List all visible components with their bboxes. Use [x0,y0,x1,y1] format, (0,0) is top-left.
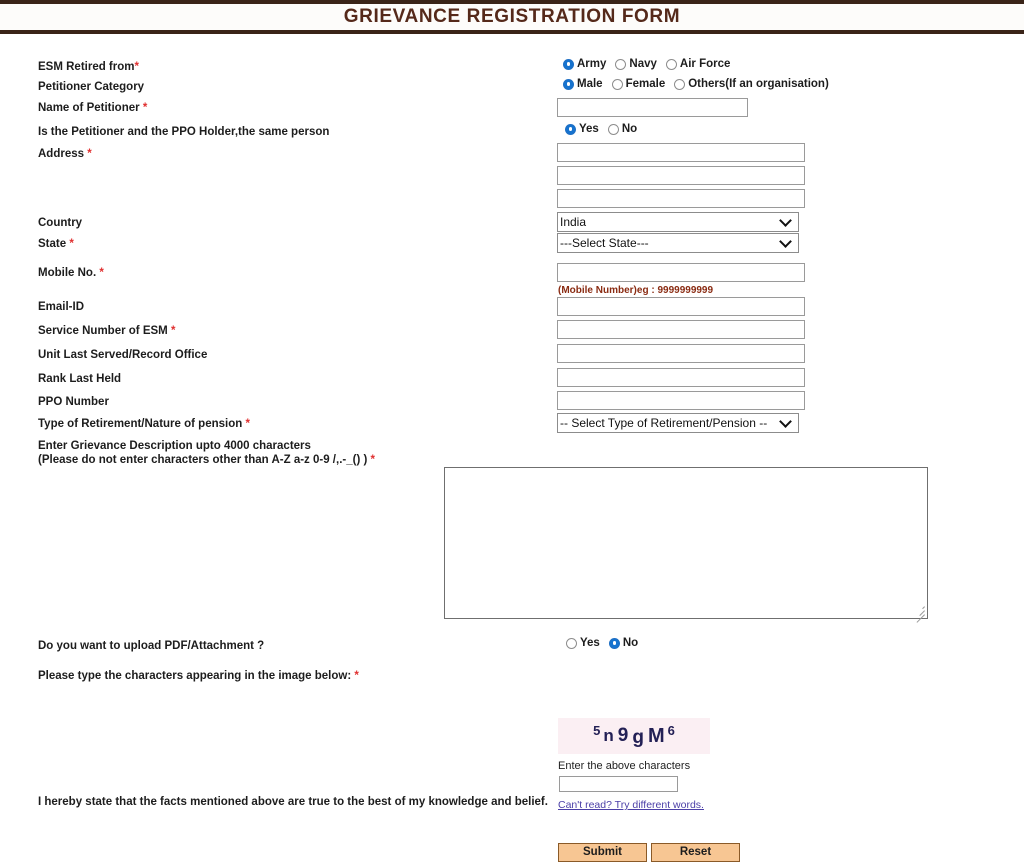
retirement-type-select[interactable] [557,413,799,433]
page-header [0,0,1024,34]
radio-upload-no-indicator[interactable] [609,638,620,649]
unit-last-served-input[interactable] [557,344,805,363]
radio-male-indicator[interactable] [563,79,574,90]
address-line2-input[interactable] [557,166,805,185]
label-address [38,147,92,161]
radio-others-label: Others(If an organisation) [688,78,829,90]
radio-option-navy[interactable] [615,58,657,70]
required-asterisk: * [370,454,375,466]
field-unit-last-served [557,344,805,363]
captcha-char-6: 6 [667,722,675,738]
required-asterisk: * [354,670,359,682]
label-same-person: Is the Petitioner and the PPO Holder,the same person [38,126,330,138]
radio-option-male[interactable] [563,78,603,90]
label-ppo-number: PPO Number [38,396,109,408]
required-asterisk: * [245,418,250,430]
radio-option-same-person-yes[interactable] [565,123,599,135]
label-grievance-description-line1: Enter Grievance Description upto 4000 characters [38,440,311,452]
field-email [557,297,805,316]
radio-option-upload-no[interactable] [609,637,638,649]
required-asterisk: * [170,325,176,337]
label-upload-attachment: Do you want to upload PDF/Attachment ? [38,640,265,652]
radio-male-label: Male [577,78,603,90]
radio-group-upload-attachment [566,637,638,649]
captcha-char-2: n [603,726,614,745]
required-asterisk: * [142,102,148,114]
captcha-char-1: 5 [593,722,601,738]
label-state [38,237,74,251]
label-service-number-text: Service Number of ESM [38,325,168,337]
field-state [557,233,799,253]
captcha-char-5: M [647,724,665,747]
label-address-text: Address [38,148,85,160]
radio-same-person-yes-indicator[interactable] [565,124,576,135]
country-select[interactable] [557,212,799,232]
radio-option-air-force[interactable] [666,58,731,70]
label-captcha [38,669,359,683]
label-retirement-type-text: Type of Retirement/Nature of pension [38,418,243,430]
radio-female-label: Female [625,78,666,90]
reset-button[interactable]: Reset [651,843,740,862]
label-name-of-petitioner [38,101,147,115]
label-country: Country [38,217,83,229]
radio-navy-label: Navy [629,58,657,70]
label-state-text: State [38,238,67,250]
label-esm-retired-from-text: ESM Retired from [38,61,135,73]
radio-group-esm-retired-from [563,58,730,70]
radio-upload-yes-label: Yes [580,637,600,649]
label-name-of-petitioner-text: Name of Petitioner [38,102,140,114]
rank-last-held-input[interactable] [557,368,805,387]
radio-option-same-person-no[interactable] [608,123,637,135]
radio-same-person-yes-label: Yes [579,123,599,135]
label-rank-last-held: Rank Last Held [38,373,122,385]
field-address-line2 [557,166,805,185]
label-petitioner-category: Petitioner Category [38,81,145,93]
required-asterisk: * [99,267,104,279]
label-service-number [38,324,175,338]
radio-group-same-person [565,123,637,135]
label-retirement-type [38,417,250,431]
field-address-line3 [557,189,805,208]
captcha-refresh-link[interactable]: Can't read? Try different words. [558,799,704,811]
radio-upload-no-label: No [622,637,639,649]
email-input[interactable] [557,297,805,316]
radio-option-army[interactable] [563,58,606,70]
label-captcha-text: Please type the characters appearing in the image below: [38,670,352,682]
radio-option-upload-yes[interactable] [566,637,600,649]
radio-army-label: Army [577,58,607,70]
mobile-hint: (Mobile Number)eg : 9999999999 [558,285,714,296]
field-name-of-petitioner [557,98,748,117]
state-select[interactable] [557,233,799,253]
address-line1-input[interactable] [557,143,805,162]
mobile-input[interactable] [557,263,805,282]
page-title: GRIEVANCE REGISTRATION FORM [343,6,681,27]
label-mobile [38,266,104,280]
required-asterisk: * [69,238,74,250]
field-grievance-description [444,467,928,619]
retirement-type-select-wrap [557,413,799,433]
radio-option-others[interactable] [674,78,829,90]
radio-same-person-no-label: No [621,123,638,135]
label-grievance-description-line2: (Please do not enter characters other than A-Z a-z 0-9 /,.-_() ) [38,454,368,466]
field-service-number [557,320,805,339]
label-unit-last-served: Unit Last Served/Record Office [38,349,208,361]
label-esm-retired-from [38,60,139,74]
radio-air-force-indicator[interactable] [666,59,677,70]
radio-upload-yes-indicator[interactable] [566,638,577,649]
radio-same-person-no-indicator[interactable] [608,124,619,135]
captcha-char-3: 9 [617,725,629,746]
radio-option-female[interactable] [612,78,666,90]
field-rank-last-held [557,368,805,387]
name-of-petitioner-input[interactable] [557,98,748,117]
grievance-description-textarea[interactable] [444,467,928,619]
field-address-line1 [557,143,805,162]
radio-air-force-label: Air Force [679,58,731,70]
captcha-input-caption: Enter the above characters [558,760,691,772]
radio-navy-indicator[interactable] [615,59,626,70]
field-retirement-type [557,413,799,433]
required-asterisk: * [134,61,139,73]
ppo-number-input[interactable] [557,391,805,410]
field-captcha-input [559,776,678,792]
declaration-text: I hereby state that the facts mentioned above are true to the best of my knowledge and belief. [38,796,548,808]
field-country [557,212,799,232]
submit-button[interactable]: Submit [558,843,647,862]
state-select-wrap [557,233,799,253]
label-mobile-text: Mobile No. [38,267,97,279]
address-line3-input[interactable] [557,189,805,208]
radio-army-indicator[interactable] [563,59,574,70]
label-grievance-description [38,439,375,467]
captcha-char-4: g [632,727,644,748]
field-ppo-number [557,391,805,410]
captcha-input[interactable] [559,776,678,792]
label-email: Email-ID [38,301,85,313]
radio-group-petitioner-category [563,78,829,90]
captcha-image [558,718,710,754]
service-number-input[interactable] [557,320,805,339]
country-select-wrap [557,212,799,232]
radio-others-indicator[interactable] [674,79,685,90]
field-mobile [557,263,805,282]
radio-female-indicator[interactable] [612,79,623,90]
required-asterisk: * [87,148,92,160]
